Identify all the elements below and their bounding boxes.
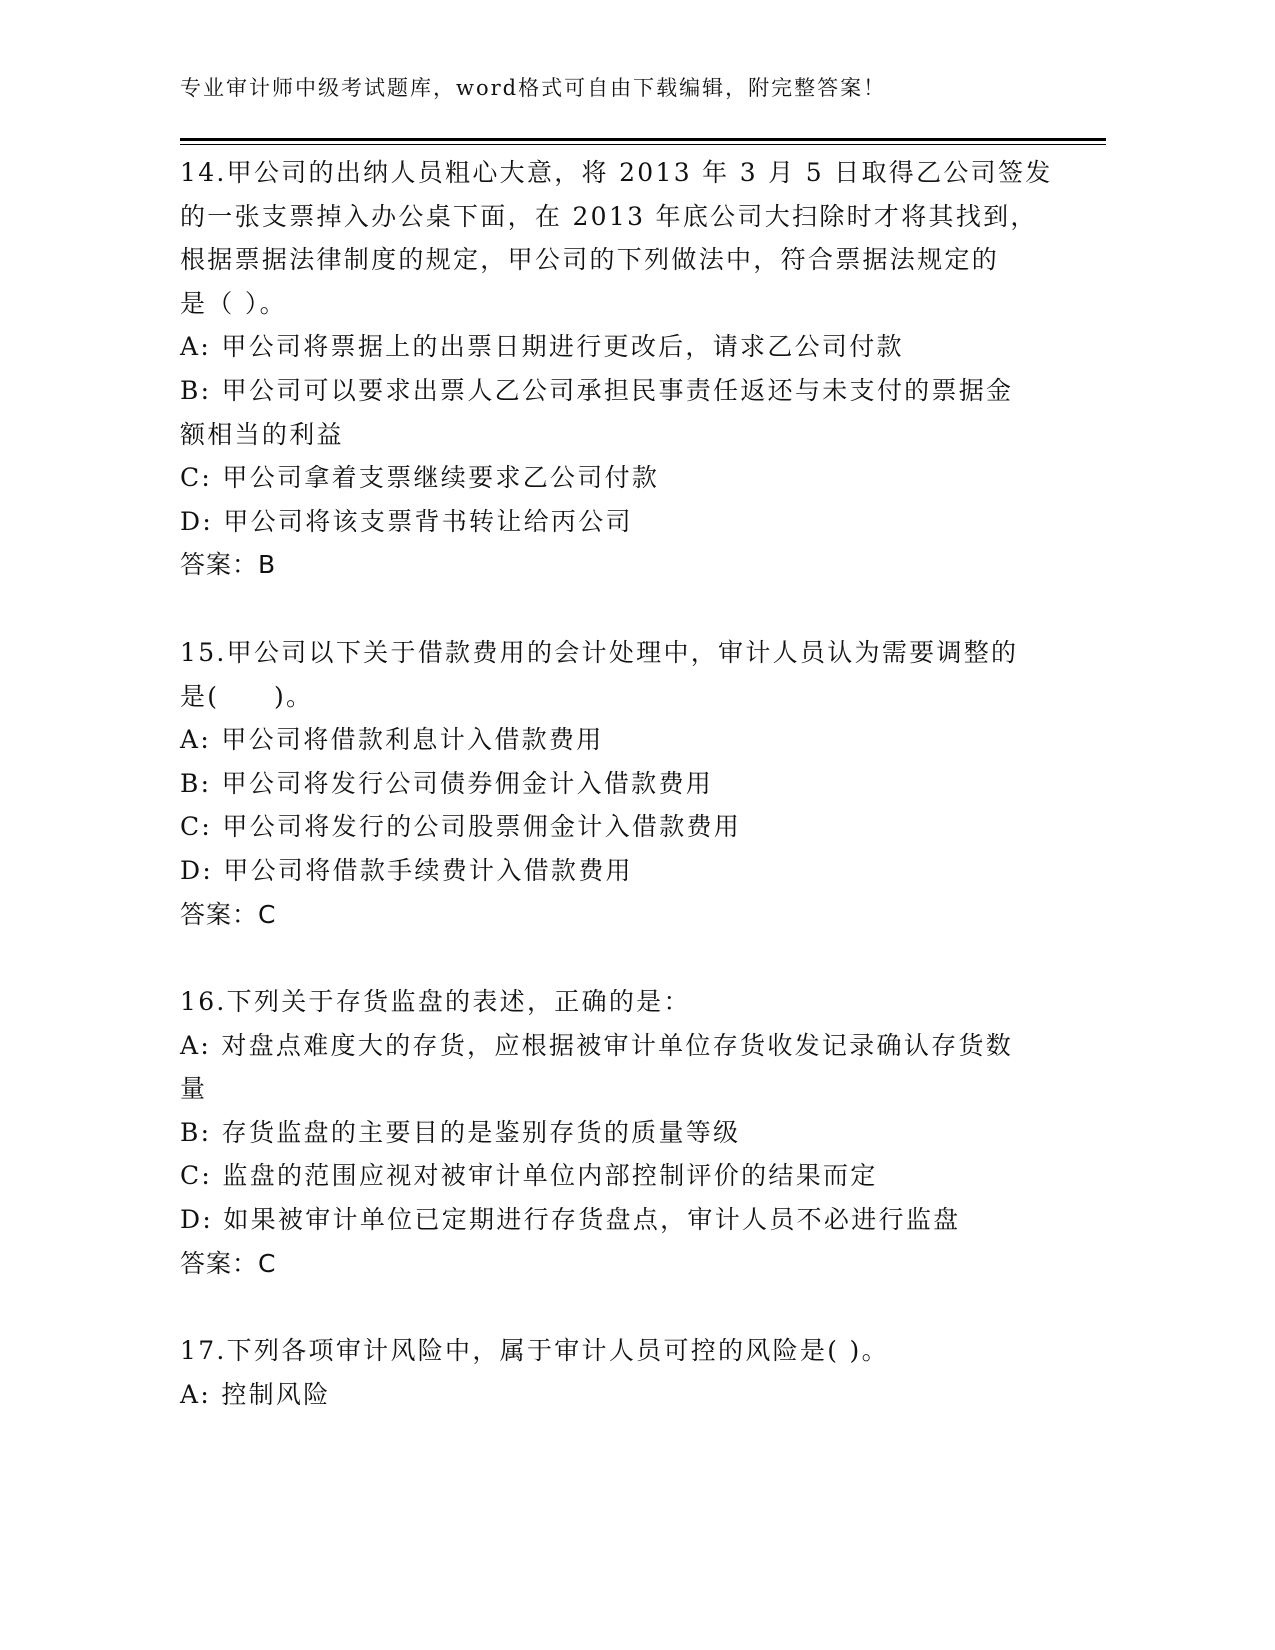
question-stem-line: 是（ ）。: [180, 288, 287, 318]
answer-label: 答案：C: [180, 899, 277, 929]
question-14: [180, 151, 1060, 587]
question-stem-line: 17.下列各项审计风险中，属于审计人员可控的风险是( )。: [180, 1336, 889, 1366]
option-a: A: 对盘点难度大的存货，应根据被审计单位存货收发记录确认存货数: [180, 1030, 1014, 1060]
page-header: 专业审计师中级考试题库，word格式可自由下载编辑，附完整答案！: [180, 76, 887, 100]
option-b: B: 甲公司可以要求出票人乙公司承担民事责任返还与未支付的票据金: [180, 375, 1014, 405]
option-b: B: 存货监盘的主要目的是鉴别存货的质量等级: [180, 1117, 741, 1147]
option-a: A: 甲公司将借款利息计入借款费用: [180, 725, 604, 755]
question-stem-line: 15.甲公司以下关于借款费用的会计处理中，审计人员认为需要调整的: [180, 637, 1019, 667]
question-stem-line: 14.甲公司的出纳人员粗心大意，将 2013 年 3 月 5 日取得乙公司签发: [180, 158, 1053, 187]
option-d: D: 甲公司将该支票背书转让给丙公司: [180, 506, 633, 536]
option-c: C: 监盘的范围应视对被审计单位内部控制评价的结果而定: [180, 1161, 878, 1191]
option-b-continued: 额相当的利益: [180, 419, 344, 449]
option-c: C: 甲公司拿着支票继续要求乙公司付款: [180, 463, 660, 493]
question-16: [180, 980, 1060, 1285]
question-stem-line: 的一张支票掉入办公桌下面，在 2013 年底公司大扫除时才将其找到，: [180, 201, 1038, 231]
option-d: D: 甲公司将借款手续费计入借款费用: [180, 855, 633, 885]
question-17: [180, 1329, 1060, 1416]
question-stem-line: 16.下列关于存货监盘的表述，正确的是：: [180, 987, 691, 1017]
option-d: D: 如果被审计单位已定期进行存货盘点，审计人员不必进行监盘: [180, 1205, 961, 1235]
option-a: A: 甲公司将票据上的出票日期进行更改后，请求乙公司付款: [180, 332, 904, 362]
question-15: [180, 631, 1060, 936]
option-a: A: 控制风险: [180, 1379, 331, 1409]
answer-label: 答案：B: [180, 550, 277, 580]
question-list: [180, 151, 1060, 1416]
answer-label: 答案：C: [180, 1248, 277, 1278]
option-a-continued: 量: [180, 1074, 208, 1104]
header-rule-thick: [180, 138, 1106, 141]
option-c: C: 甲公司将发行的公司股票佣金计入借款费用: [180, 812, 742, 842]
header-rule-thin: [180, 144, 1106, 145]
question-stem-line: 根据票据法律制度的规定，甲公司的下列做法中，符合票据法规定的: [180, 245, 1000, 275]
question-stem-line: 是( )。: [180, 681, 314, 711]
option-b: B: 甲公司将发行公司债券佣金计入借款费用: [180, 768, 714, 798]
